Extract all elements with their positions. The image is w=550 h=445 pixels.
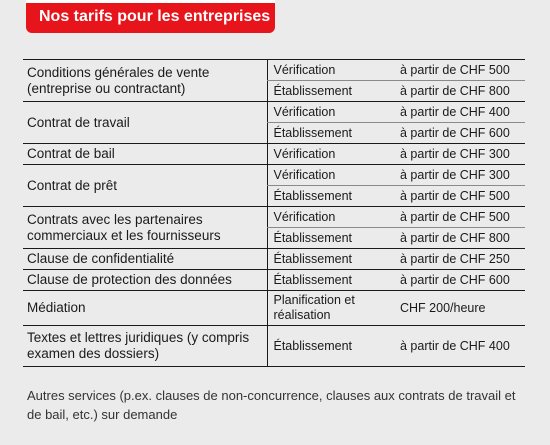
price-cell: à partir de CHF 600 xyxy=(390,123,525,144)
price-cell: à partir de CHF 400 xyxy=(390,102,525,123)
table-row xyxy=(23,270,525,291)
service-name: Contrat de bail xyxy=(23,144,267,165)
service-name: Conditions générales de vente (entreprise ou contractant) xyxy=(23,60,267,102)
table-row xyxy=(23,102,525,123)
action-cell: Planification et réalisation xyxy=(267,291,390,326)
price-cell: à partir de CHF 800 xyxy=(390,81,525,102)
service-name: Clause de confidentialité xyxy=(23,249,267,270)
action-cell: Établissement xyxy=(267,249,390,270)
table-row xyxy=(23,249,525,270)
action-cell: Vérification xyxy=(267,165,390,186)
action-cell: Établissement xyxy=(267,123,390,144)
price-cell: à partir de CHF 800 xyxy=(390,228,525,249)
action-cell: Établissement xyxy=(267,270,390,291)
service-name: Contrats avec les partenaires commerciaux et les fournisseurs xyxy=(23,207,267,249)
action-cell: Vérification xyxy=(267,102,390,123)
price-cell: à partir de CHF 500 xyxy=(390,207,525,228)
footnote: Autres services (p.ex. clauses de non-concurrence, clauses aux contrats de travail et de bail, etc.) sur demande xyxy=(27,388,516,422)
table-row xyxy=(23,326,525,367)
action-cell: Établissement xyxy=(267,81,390,102)
action-cell: Établissement xyxy=(267,186,390,207)
action-cell: Établissement xyxy=(267,326,390,367)
service-name: Contrat de prêt xyxy=(23,165,267,207)
price-cell: à partir de CHF 500 xyxy=(390,186,525,207)
table-row xyxy=(23,165,525,186)
price-cell: à partir de CHF 300 xyxy=(390,165,525,186)
price-cell: à partir de CHF 400 xyxy=(390,326,525,367)
page-title: Nos tarifs pour les entreprises xyxy=(26,0,275,33)
action-cell: Établissement xyxy=(267,228,390,249)
table-row xyxy=(23,207,525,228)
action-cell: Vérification xyxy=(267,60,390,81)
pricing-table xyxy=(23,59,525,367)
table-row xyxy=(23,144,525,165)
service-name: Médiation xyxy=(23,291,267,326)
price-cell: à partir de CHF 250 xyxy=(390,249,525,270)
service-name: Contrat de travail xyxy=(23,102,267,144)
price-cell: à partir de CHF 600 xyxy=(390,270,525,291)
table-row xyxy=(23,291,525,326)
price-cell: à partir de CHF 500 xyxy=(390,60,525,81)
service-name: Textes et lettres juridiques (y compris examen des dossiers) xyxy=(23,326,267,367)
price-cell: à partir de CHF 300 xyxy=(390,144,525,165)
service-name: Clause de protection des données xyxy=(23,270,267,291)
action-cell: Vérification xyxy=(267,144,390,165)
action-cell: Vérification xyxy=(267,207,390,228)
table-row xyxy=(23,60,525,81)
price-cell: CHF 200/heure xyxy=(390,291,525,326)
